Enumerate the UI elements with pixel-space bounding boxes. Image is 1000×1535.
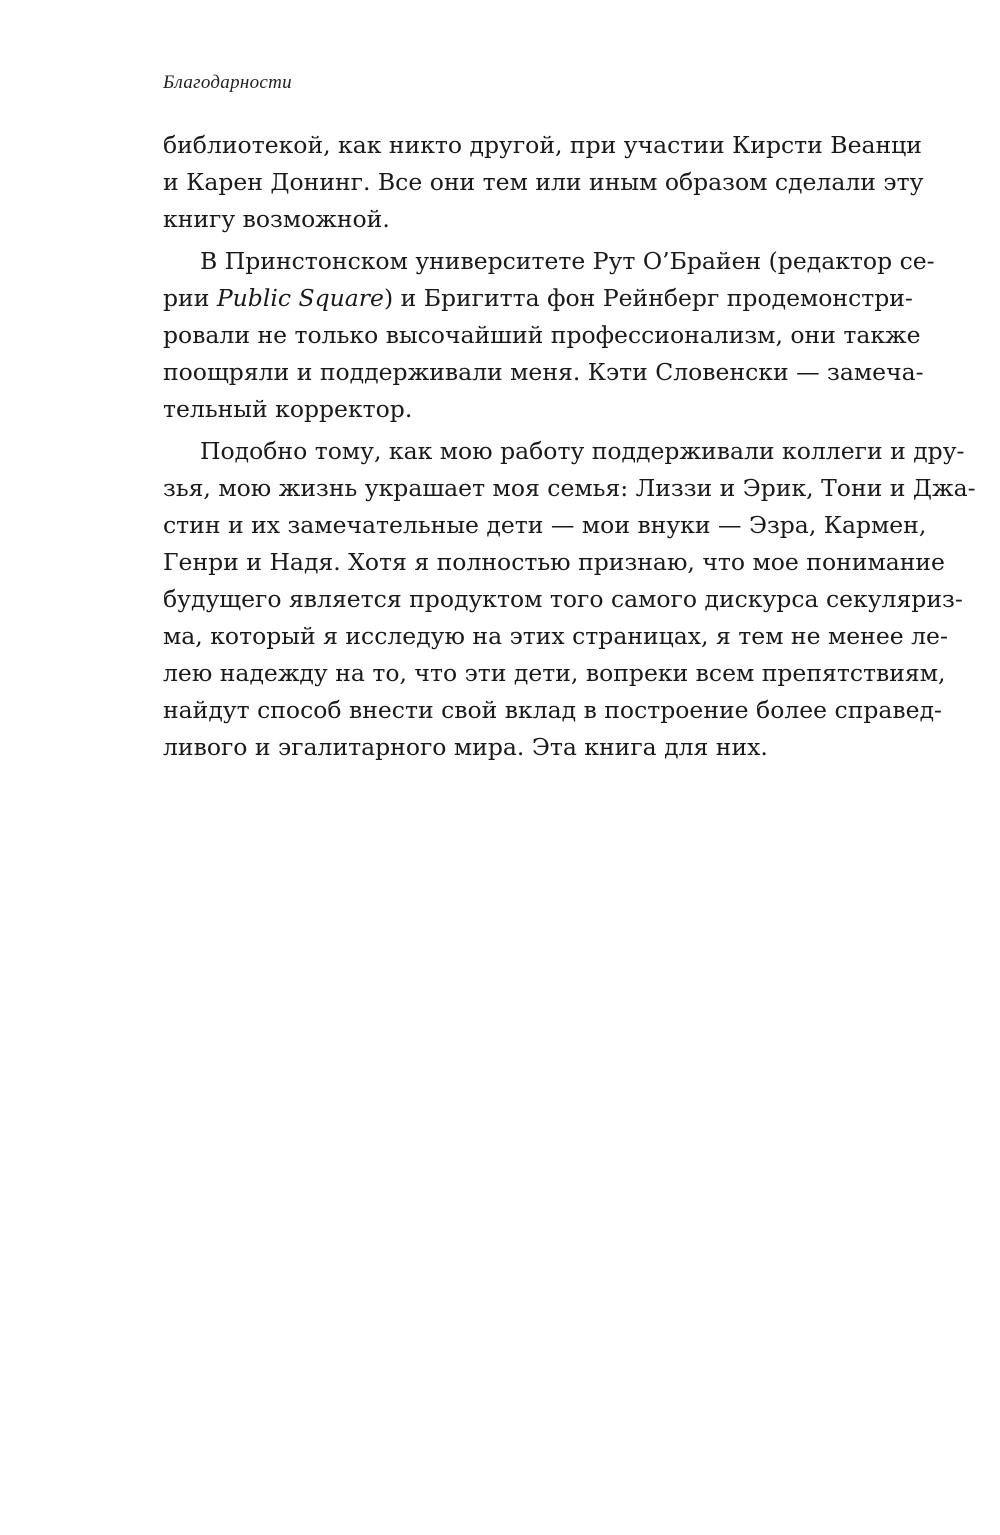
text-line: будущего является продуктом того самого дискурса секуляриз- [163,585,963,613]
text-line: ровали не только высочайший профессионализм, они также [163,321,921,349]
text-line: зья, мою жизнь украшает моя семья: Лиззи и Эрик, Тони и Джа- [163,474,976,502]
text-fragment: ) и Бригитта фон Рейнберг продемонстри- [383,284,913,312]
text-line: Подобно тому, как мою работу поддерживали коллеги и дру- [200,437,965,465]
text-line: найдут способ внести свой вклад в построение более справед- [163,696,942,724]
running-head: Благодарности [163,72,292,93]
text-line: Генри и Надя. Хотя я полностью признаю, что мое понимание [163,548,945,576]
series-title: Public Square [216,284,384,312]
body-text [163,127,976,766]
text-line: стин и их замечательные дети — мои внуки — Эзра, Кармен, [163,511,927,539]
text-line [163,280,913,317]
text-line: В Принстонском университете Рут О’Брайен (редактор се- [200,247,935,275]
text-line: поощряли и поддерживали меня. Кэти Словенски — замеча- [163,358,924,386]
paragraph [163,243,935,428]
text-line: лею надежду на то, что эти дети, вопреки всем препятствиям, [163,659,946,687]
text-line: ма, который я исследую на этих страницах, я тем не менее ле- [163,622,948,650]
paragraph [163,433,976,766]
text-fragment: рии [163,284,217,312]
text-line: тельный корректор. [163,395,413,423]
text-line: и Карен Донинг. Все они тем или иным образом сделали эту [163,168,924,196]
text-line: библиотекой, как никто другой, при участии Кирсти Веанци [163,131,922,159]
paragraph [163,127,924,238]
text-line: книгу возможной. [163,205,390,233]
text-line: ливого и эгалитарного мира. Эта книга для них. [163,733,768,761]
